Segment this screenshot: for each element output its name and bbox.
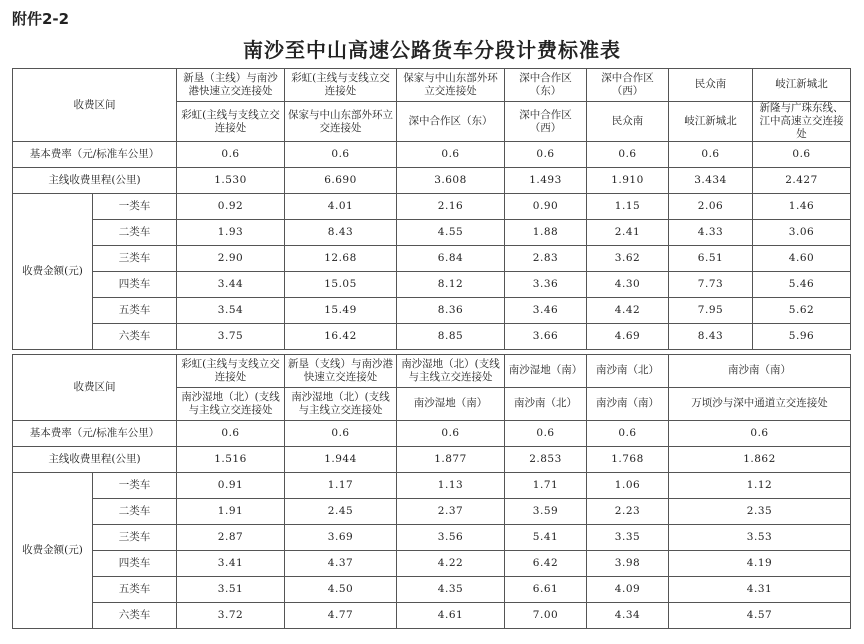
mileage-cell: 1.768: [587, 447, 669, 473]
amount-cell: 8.43: [669, 324, 753, 350]
mileage-cell: 2.427: [753, 168, 851, 194]
base-rate-cell: 0.6: [177, 142, 285, 168]
section-to: 万顷沙与深中通道立交连接处: [669, 388, 851, 421]
amount-cell: 2.45: [285, 499, 397, 525]
mileage-row: [13, 168, 851, 194]
amount-cell: 1.13: [397, 473, 505, 499]
amount-cell: 1.17: [285, 473, 397, 499]
section-from: 南沙南（南）: [669, 355, 851, 388]
class-label: 三类车: [93, 246, 177, 272]
section-to: 彩虹(主线与支线立交连接处: [177, 102, 285, 142]
amount-cell: 16.42: [285, 324, 397, 350]
amount-cell: 1.12: [669, 473, 851, 499]
amount-label: 收费金额(元): [13, 473, 93, 629]
amount-cell: 4.22: [397, 551, 505, 577]
base-rate-cell: 0.6: [397, 142, 505, 168]
class-row: [13, 473, 851, 499]
class-row: [13, 499, 851, 525]
section-from: 南沙湿地（北）(支线与主线立交连接处: [397, 355, 505, 388]
amount-cell: 4.34: [587, 603, 669, 629]
amount-cell: 4.30: [587, 272, 669, 298]
amount-cell: 5.41: [505, 525, 587, 551]
fee-table-1: [12, 68, 851, 350]
amount-cell: 1.46: [753, 194, 851, 220]
amount-cell: 3.98: [587, 551, 669, 577]
base-rate-cell: 0.6: [587, 142, 669, 168]
section-to: 深中合作区（东）: [397, 102, 505, 142]
amount-cell: 2.83: [505, 246, 587, 272]
amount-cell: 3.72: [177, 603, 285, 629]
mileage-cell: 3.434: [669, 168, 753, 194]
base-rate-row: [13, 142, 851, 168]
amount-cell: 15.05: [285, 272, 397, 298]
amount-cell: 3.62: [587, 246, 669, 272]
amount-cell: 6.51: [669, 246, 753, 272]
section-from: 保家与中山东部外环立交连接处: [397, 69, 505, 102]
amount-cell: 3.06: [753, 220, 851, 246]
amount-cell: 2.35: [669, 499, 851, 525]
section-from: 彩虹(主线与支线立交连接处: [177, 355, 285, 388]
class-label: 一类车: [93, 194, 177, 220]
amount-cell: 4.50: [285, 577, 397, 603]
class-label: 三类车: [93, 525, 177, 551]
base-rate-cell: 0.6: [397, 421, 505, 447]
amount-cell: 0.90: [505, 194, 587, 220]
amount-cell: 0.92: [177, 194, 285, 220]
base-rate-cell: 0.6: [285, 142, 397, 168]
mileage-cell: 1.516: [177, 447, 285, 473]
class-row: [13, 551, 851, 577]
section-to: 南沙湿地（北）(支线与主线立交连接处: [177, 388, 285, 421]
amount-cell: 4.01: [285, 194, 397, 220]
class-label: 六类车: [93, 324, 177, 350]
amount-cell: 7.73: [669, 272, 753, 298]
class-row: [13, 298, 851, 324]
amount-cell: 4.61: [397, 603, 505, 629]
class-row: [13, 272, 851, 298]
amount-cell: 3.35: [587, 525, 669, 551]
amount-cell: 8.36: [397, 298, 505, 324]
base-rate-cell: 0.6: [505, 421, 587, 447]
amount-cell: 2.16: [397, 194, 505, 220]
mileage-cell: 1.877: [397, 447, 505, 473]
amount-cell: 7.95: [669, 298, 753, 324]
class-label: 五类车: [93, 577, 177, 603]
amount-cell: 4.33: [669, 220, 753, 246]
base-rate-cell: 0.6: [285, 421, 397, 447]
mileage-label: 主线收费里程(公里): [13, 447, 177, 473]
base-rate-label: 基本费率（元/标准车公里）: [13, 142, 177, 168]
section-label: 收费区间: [13, 355, 177, 421]
section-to: 保家与中山东部外环立交连接处: [285, 102, 397, 142]
amount-cell: 4.42: [587, 298, 669, 324]
amount-cell: 6.42: [505, 551, 587, 577]
amount-cell: 5.62: [753, 298, 851, 324]
base-rate-cell: 0.6: [505, 142, 587, 168]
class-label: 一类车: [93, 473, 177, 499]
amount-cell: 3.59: [505, 499, 587, 525]
from-row: [13, 69, 851, 102]
section-from: 深中合作区（西）: [587, 69, 669, 102]
amount-cell: 4.19: [669, 551, 851, 577]
amount-cell: 1.15: [587, 194, 669, 220]
amount-cell: 12.68: [285, 246, 397, 272]
section-to: 南沙南（南）: [587, 388, 669, 421]
section-from: 新垦（主线）与南沙港快速立交连接处: [177, 69, 285, 102]
section-from: 新垦（支线）与南沙港快速立交连接处: [285, 355, 397, 388]
amount-label: 收费金额(元): [13, 194, 93, 350]
amount-cell: 4.37: [285, 551, 397, 577]
amount-cell: 4.55: [397, 220, 505, 246]
section-label: 收费区间: [13, 69, 177, 142]
amount-cell: 3.36: [505, 272, 587, 298]
mileage-cell: 1.862: [669, 447, 851, 473]
section-to: 民众南: [587, 102, 669, 142]
mileage-cell: 1.944: [285, 447, 397, 473]
amount-cell: 3.44: [177, 272, 285, 298]
class-row: [13, 194, 851, 220]
amount-cell: 4.31: [669, 577, 851, 603]
amount-cell: 2.41: [587, 220, 669, 246]
amount-cell: 5.46: [753, 272, 851, 298]
class-label: 四类车: [93, 272, 177, 298]
amount-cell: 4.77: [285, 603, 397, 629]
class-row: [13, 324, 851, 350]
amount-cell: 3.41: [177, 551, 285, 577]
amount-cell: 4.69: [587, 324, 669, 350]
amount-cell: 3.69: [285, 525, 397, 551]
mileage-cell: 2.853: [505, 447, 587, 473]
section-from: 彩虹(主线与支线立交连接处: [285, 69, 397, 102]
amount-cell: 4.09: [587, 577, 669, 603]
base-rate-cell: 0.6: [587, 421, 669, 447]
class-label: 四类车: [93, 551, 177, 577]
amount-cell: 7.00: [505, 603, 587, 629]
base-rate-cell: 0.6: [753, 142, 851, 168]
amount-cell: 2.06: [669, 194, 753, 220]
class-label: 二类车: [93, 499, 177, 525]
section-from: 深中合作区（东）: [505, 69, 587, 102]
section-to: 南沙湿地（南）: [397, 388, 505, 421]
base-rate-cell: 0.6: [669, 421, 851, 447]
amount-cell: 1.88: [505, 220, 587, 246]
amount-cell: 2.90: [177, 246, 285, 272]
amount-cell: 2.23: [587, 499, 669, 525]
mileage-cell: 1.493: [505, 168, 587, 194]
amount-cell: 1.91: [177, 499, 285, 525]
amount-cell: 6.61: [505, 577, 587, 603]
mileage-cell: 1.530: [177, 168, 285, 194]
base-rate-row: [13, 421, 851, 447]
amount-cell: 3.51: [177, 577, 285, 603]
amount-cell: 3.46: [505, 298, 587, 324]
class-label: 六类车: [93, 603, 177, 629]
page-title: 南沙至中山高速公路货车分段计费标准表: [243, 38, 621, 62]
section-from: 南沙湿地（南）: [505, 355, 587, 388]
attachment-label: 附件2-2: [12, 10, 70, 28]
amount-cell: 8.12: [397, 272, 505, 298]
amount-cell: 3.54: [177, 298, 285, 324]
amount-cell: 0.91: [177, 473, 285, 499]
amount-cell: 5.96: [753, 324, 851, 350]
mileage-cell: 6.690: [285, 168, 397, 194]
amount-cell: 3.66: [505, 324, 587, 350]
class-row: [13, 577, 851, 603]
amount-cell: 4.57: [669, 603, 851, 629]
class-row: [13, 246, 851, 272]
class-label: 五类车: [93, 298, 177, 324]
section-from: 岐江新城北: [753, 69, 851, 102]
mileage-cell: 1.910: [587, 168, 669, 194]
amount-cell: 3.53: [669, 525, 851, 551]
amount-cell: 6.84: [397, 246, 505, 272]
section-to: 深中合作区（西）: [505, 102, 587, 142]
mileage-label: 主线收费里程(公里): [13, 168, 177, 194]
section-to: 新隆与广珠东线、江中高速立交连接处: [753, 102, 851, 142]
section-from: 南沙南（北）: [587, 355, 669, 388]
class-row: [13, 603, 851, 629]
amount-cell: 8.43: [285, 220, 397, 246]
fee-table-2: [12, 354, 851, 629]
amount-cell: 3.56: [397, 525, 505, 551]
base-rate-label: 基本费率（元/标准车公里）: [13, 421, 177, 447]
amount-cell: 8.85: [397, 324, 505, 350]
amount-cell: 2.37: [397, 499, 505, 525]
amount-cell: 15.49: [285, 298, 397, 324]
base-rate-cell: 0.6: [669, 142, 753, 168]
amount-cell: 1.06: [587, 473, 669, 499]
base-rate-cell: 0.6: [177, 421, 285, 447]
amount-cell: 4.60: [753, 246, 851, 272]
amount-cell: 3.75: [177, 324, 285, 350]
section-to: 南沙南（北）: [505, 388, 587, 421]
section-to: 南沙湿地（北）(支线与主线立交连接处: [285, 388, 397, 421]
class-label: 二类车: [93, 220, 177, 246]
amount-cell: 2.87: [177, 525, 285, 551]
amount-cell: 1.71: [505, 473, 587, 499]
mileage-cell: 3.608: [397, 168, 505, 194]
section-to: 岐江新城北: [669, 102, 753, 142]
mileage-row: [13, 447, 851, 473]
from-row: [13, 355, 851, 388]
class-row: [13, 525, 851, 551]
amount-cell: 1.93: [177, 220, 285, 246]
class-row: [13, 220, 851, 246]
section-from: 民众南: [669, 69, 753, 102]
amount-cell: 4.35: [397, 577, 505, 603]
